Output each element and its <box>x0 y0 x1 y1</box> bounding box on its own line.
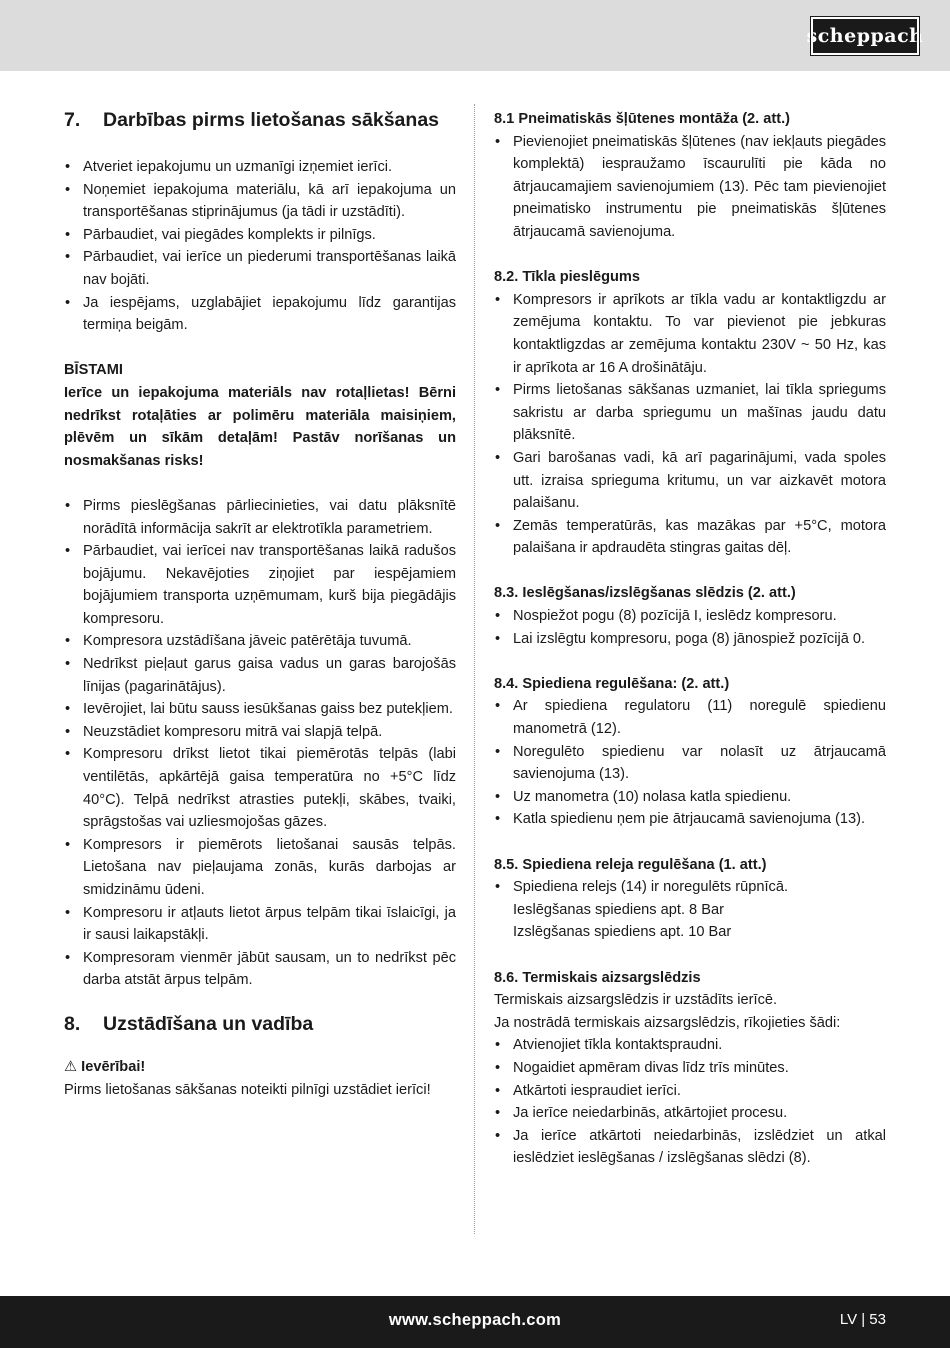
subsection-8-1-list <box>494 131 886 244</box>
section-7-heading <box>64 108 456 132</box>
subsection-8-4-title: 8.4. Spiediena regulēšana: (2. att.) <box>494 675 730 692</box>
danger-label: BĪSTAMI <box>64 362 123 379</box>
page-footer <box>0 1296 950 1348</box>
column-divider <box>474 104 476 1234</box>
list-item: • Kompresoram vienmēr jābūt sausam, un to nedrīkst pēc darba atstāt ārpus telpām. <box>64 947 456 992</box>
list-item: • Pirms lietošanas sākšanas uzmaniet, lai tīkla spriegums sakristu ar darba spriegumu un mašīnas jaudu datu plāksnītē. <box>494 379 886 447</box>
list-item: • Uz manometra (10) nolasa katla spiedienu. <box>494 786 886 809</box>
list-item: • Pārbaudiet, vai ierīce un piederumi transportēšanas laikā nav bojāti. <box>64 246 456 291</box>
website-url: www.scheppach.com <box>388 1311 562 1329</box>
section-number: 7. <box>64 109 81 131</box>
list-item: • Kompresors ir aprīkots ar tīkla vadu ar kontaktligzdu ar zemējuma kontaktu. To var pievienot pie jebkuras kontaktligzdas ar zemējuma kontaktu 230V ~ 50 Hz, kas ir aprīkota ar 16 A drošinātāju. <box>494 289 886 379</box>
right-column <box>494 108 886 1170</box>
page-number: LV | 53 <box>839 1311 886 1328</box>
section-8-heading <box>64 1012 456 1036</box>
list-item: • Ja ierīce atkārtoti neiedarbinās, izslēdziet un atkal ieslēdziet ieslēgšanas / izslēgšanas slēdzi (8). <box>494 1125 886 1170</box>
list-item: • Kompresora uzstādīšana jāveic patērētāja tuvumā. <box>64 630 456 653</box>
subsection-8-2-title: 8.2. Tīkla pieslēgums <box>494 269 641 286</box>
list-item: • Kompresoru drīkst lietot tikai piemērotās telpās (labi ventilētās, apkārtējā gaisa temperatūra no +5°C līdz 40°C). Telpā nedrīkst atrasties putekļi, skābes, tvaiki, sprāgstošas vai uzliesmojošas gāzes. <box>64 743 456 833</box>
list-item: • Pievienojiet pneimatiskās šļūtenes (nav iekļauts piegādes komplektā) iespraužamo īscaurulīti pie kāda no ātrjaucamajiem savienojumiem (13). Pēc tam pievienojiet pneimatisko instrumentu pie pneimatiskās šļūtenes ātrjaucamā savienojuma. <box>494 131 886 244</box>
list-item: • Nedrīkst pieļaut garus gaisa vadus un garas barojošās līnijas (pagarinātājus). <box>64 653 456 698</box>
warning-triangle-icon: ⚠ <box>64 1058 78 1075</box>
switch-on-pressure: Ieslēgšanas spiediens apt. 8 Bar <box>513 901 724 918</box>
list-item: • Ja iespējams, uzglabājiet iepakojumu līdz garantijas termiņa beigām. <box>64 292 456 337</box>
subsection-8-5-title: 8.5. Spiediena releja regulēšana (1. att.) <box>494 856 767 873</box>
list-item: • Lai izslēgtu kompresoru, poga (8) jānospiež pozīcijā 0. <box>494 628 886 651</box>
list-item: • Pirms pieslēgšanas pārliecinieties, vai datu plāksnītē norādītā informācija sakrīt ar elektrotīkla parametriem. <box>64 495 456 540</box>
list-item: • Nospiežot pogu (8) pozīcijā I, ieslēdz kompresoru. <box>494 605 886 628</box>
list-item: • Pārbaudiet, vai piegādes komplekts ir pilnīgs. <box>64 224 456 247</box>
list-item: • Atkārtoti iespraudiet ierīci. <box>494 1080 886 1103</box>
installation-list <box>64 495 456 992</box>
list-item: • Zemās temperatūrās, kas mazākas par +5°C, motora palaišana ir apdraudēta stingras gaitas dēļ. <box>494 515 886 560</box>
danger-text: Ierīce un iepakojuma materiāls nav rotaļlietas! Bērni nedrīkst rotaļāties ar polimēru materiāla maisiņiem, plēvēm un sīkām detaļām! Pastāv norīšanas un nosmakšanas risks! <box>64 384 456 469</box>
list-item: • Atvienojiet tīkla kontaktspraudni. <box>494 1034 886 1057</box>
subsection-8-6-title: 8.6. Termiskais aizsargslēdzis <box>494 969 701 986</box>
thermal-intro-1: Termiskais aizsargslēdzis ir uzstādīts ierīcē. <box>494 992 778 1009</box>
unpacking-list <box>64 156 456 337</box>
list-item: • Ja ierīce neiedarbinās, atkārtojiet procesu. <box>494 1102 886 1125</box>
list-item: • Spiediena relejs (14) ir noregulēts rūpnīcā. <box>494 876 886 899</box>
section-title: Uzstādīšana un vadība <box>103 1012 314 1035</box>
subsection-8-5-list <box>494 876 886 899</box>
brand-logo: scheppach <box>811 17 919 55</box>
subsection-8-2-list <box>494 289 886 560</box>
switch-off-pressure: Izslēgšanas spiediens apt. 10 Bar <box>513 924 732 941</box>
subsection-8-3-title: 8.3. Ieslēgšanas/izslēgšanas slēdzis (2. att.) <box>494 585 796 602</box>
list-item: • Neuzstādiet kompresoru mitrā vai slapjā telpā. <box>64 721 456 744</box>
list-item: • Kompresoru ir atļauts lietot ārpus telpām tikai īslaicīgi, ja ir sausi laikapstākļi. <box>64 902 456 947</box>
list-item: • Kompresors ir piemērots lietošanai sausās telpās. Lietošana nav pieļaujama zonās, kurās darbojas ar smidzināmu ūdeni. <box>64 834 456 902</box>
list-item: • Noņemiet iepakojuma materiālu, kā arī iepakojuma un transportēšanas stiprinājumus (ja tādi ir uzstādīti). <box>64 179 456 224</box>
list-item: • Nogaidiet apmēram divas līdz trīs minūtes. <box>494 1057 886 1080</box>
section-title: Darbības pirms lietošanas sākšanas <box>103 109 440 131</box>
attention-heading <box>64 1056 456 1079</box>
list-item: • Ar spiediena regulatoru (11) noregulē spiedienu manometrā (12). <box>494 695 886 740</box>
list-item: • Ievērojiet, lai būtu sauss iesūkšanas gaiss bez putekļiem. <box>64 698 456 721</box>
attention-text: Pirms lietošanas sākšanas noteikti pilnīgi uzstādiet ierīci! <box>64 1081 431 1098</box>
list-item: • Pārbaudiet, vai ierīcei nav transportēšanas laikā radušos bojājumu. Nekavējoties ziņojiet par iespējamiem bojājumiem transporta uzņēmumam, kurš bija piegādājis kompresoru. <box>64 540 456 630</box>
section-number: 8. <box>64 1012 81 1035</box>
subsection-8-4-list <box>494 695 886 831</box>
list-item: • Gari barošanas vadi, kā arī pagarinājumi, vada spoles utt. izraisa sprieguma kritumu, un var aizkavēt motora palaišanu. <box>494 447 886 515</box>
list-item: • Noregulēto spiedienu var nolasīt uz ātrjaucamā savienojuma (13). <box>494 741 886 786</box>
list-item: • Atveriet iepakojumu un uzmanīgi izņemiet ierīci. <box>64 156 456 179</box>
list-item: • Katla spiedienu ņem pie ātrjaucamā savienojuma (13). <box>494 808 886 831</box>
page-header <box>0 0 950 71</box>
attention-label: Ievērībai! <box>81 1058 146 1075</box>
left-column <box>64 108 456 1101</box>
thermal-intro-2: Ja nostrādā termiskais aizsargslēdzis, rīkojieties šādi: <box>494 1014 841 1031</box>
subsection-8-1-title: 8.1 Pneimatiskās šļūtenes montāža (2. att.) <box>494 111 791 127</box>
subsection-8-3-list <box>494 605 886 650</box>
subsection-8-6-list <box>494 1034 886 1170</box>
